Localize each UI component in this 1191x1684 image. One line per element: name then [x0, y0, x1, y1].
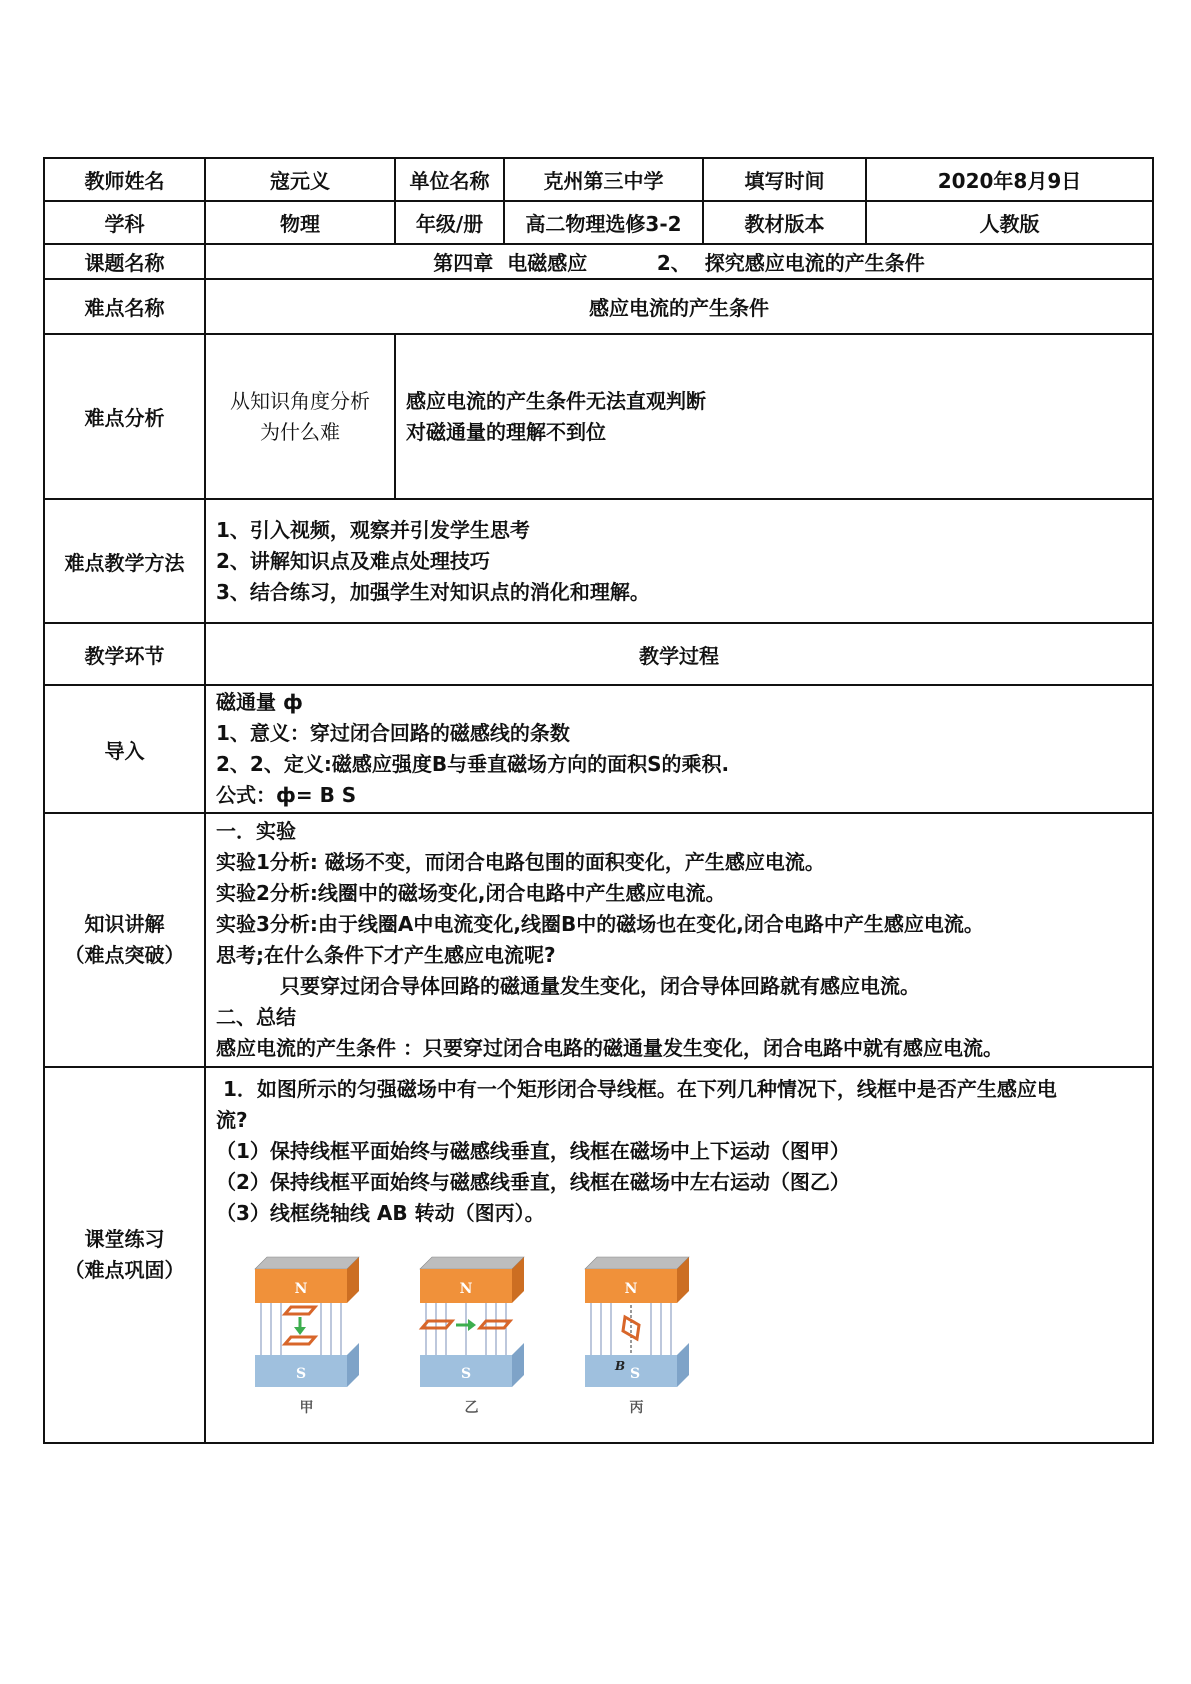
unit-label: 单位名称 [395, 158, 504, 201]
row-topic [44, 244, 1153, 279]
option-1: （1）保持线框平面始终与磁感线垂直，线框在磁场中上下运动（图甲） [216, 1139, 850, 1163]
magnet-figure-jia [247, 1255, 367, 1390]
edition-value: 人教版 [866, 201, 1153, 244]
methods-label: 难点教学方法 [44, 499, 205, 623]
axis-label-b: B [614, 1359, 625, 1373]
practice-label-2: （难点巩固） [64, 1258, 185, 1282]
row-practice [44, 1067, 1153, 1443]
figure-caption-jia: 甲 [299, 1400, 314, 1416]
knowledge-label-2: （难点突破） [64, 943, 185, 967]
method-line-3: 3、结合练习，加强学生对知识点的消化和理解。 [216, 579, 650, 604]
practice-content [205, 1067, 1153, 1443]
figure-caption-bing: 丙 [629, 1400, 644, 1416]
knowledge-label [44, 813, 205, 1067]
knowledge-label-1: 知识讲解 [84, 912, 165, 936]
grade-label: 年级/册 [395, 201, 504, 244]
analysis-sub-label-1: 从知识角度分析 [230, 388, 370, 413]
analysis-sub-label [205, 334, 395, 499]
row-intro [44, 685, 1153, 813]
south-pole-label: S [629, 1366, 640, 1382]
subject-label: 学科 [44, 201, 205, 244]
analysis-sub-label-2: 为什么难 [260, 419, 340, 444]
grade-value: 高二物理选修3-2 [504, 201, 703, 244]
row-subject [44, 201, 1153, 244]
row-methods [44, 499, 1153, 623]
topic-label: 课题名称 [44, 244, 205, 279]
intro-line-2: 1、意义：穿过闭合回路的磁感线的条数 [216, 721, 570, 745]
analysis-line-2: 对磁通量的理解不到位 [406, 419, 606, 444]
figure-bing [554, 1255, 719, 1417]
north-pole-label: N [294, 1281, 307, 1297]
south-pole-label: S [295, 1366, 306, 1382]
figure-yi [389, 1255, 554, 1417]
analysis-content [395, 334, 1153, 499]
figure-caption-yi: 乙 [464, 1400, 479, 1416]
question-1-line-b: 流? [216, 1108, 248, 1132]
question-1-line-a: 1．如图所示的匀强磁场中有一个矩形闭合导线框。在下列几种情况下，线框中是否产生感应电 [216, 1077, 1057, 1101]
intro-line-3: 2、2、定义:磁感应强度B与垂直磁场方向的面积S的乘积. [216, 752, 730, 776]
experiment-1: 实验1分析: 磁场不变，而闭合电路包围的面积变化，产生感应电流。 [216, 850, 825, 874]
option-3: （3）线框绕轴线 AB 转动（图丙）。 [216, 1201, 545, 1225]
methods-content [205, 499, 1153, 623]
figures [224, 1255, 1142, 1417]
experiment-3: 实验3分析:由于线圈A中电流变化,线圈B中的磁场也在变化,闭合电路中产生感应电流。 [216, 912, 984, 936]
process-value: 教学过程 [205, 623, 1153, 685]
option-2: （2）保持线框平面始终与磁感线垂直，线框在磁场中左右运动（图乙） [216, 1170, 850, 1194]
think-answer: 只要穿过闭合导体回路的磁通量发生变化，闭合导体回路就有感应电流。 [280, 974, 920, 998]
experiment-2: 实验2分析:线圈中的磁场变化,闭合电路中产生感应电流。 [216, 881, 726, 905]
row-difficulty [44, 279, 1153, 334]
knowledge-heading-1: 一．实验 [216, 819, 296, 843]
teacher-name: 寇元义 [205, 158, 395, 201]
difficulty-label: 难点名称 [44, 279, 205, 334]
knowledge-heading-2: 二、总结 [216, 1005, 296, 1029]
knowledge-content [205, 813, 1153, 1067]
edition-label: 教材版本 [703, 201, 866, 244]
axis-label-a: A [640, 1306, 650, 1320]
intro-line-4: 公式：ф= B S [216, 783, 357, 807]
south-pole-label: S [460, 1366, 471, 1382]
difficulty-value: 感应电流的产生条件 [205, 279, 1153, 334]
figure-jia [224, 1255, 389, 1417]
think-question: 思考;在什么条件下才产生感应电流呢? [216, 943, 556, 967]
process-label: 教学环节 [44, 623, 205, 685]
north-pole-label: N [624, 1281, 637, 1297]
unit-name: 克州第三中学 [504, 158, 703, 201]
lesson-plan-table [43, 157, 1154, 1444]
intro-content [205, 685, 1153, 813]
method-line-1: 1、引入视频，观察并引发学生思考 [216, 517, 530, 542]
intro-line-1: 磁通量 ф [216, 690, 303, 714]
teacher-label: 教师姓名 [44, 158, 205, 201]
magnet-figure-yi [412, 1255, 532, 1390]
magnet-figure-bing [577, 1255, 697, 1390]
analysis-label: 难点分析 [44, 334, 205, 499]
summary: 感应电流的产生条件 ：只要穿过闭合电路的磁通量发生变化，闭合电路中就有感应电流。 [216, 1036, 1003, 1060]
row-process-header [44, 623, 1153, 685]
analysis-line-1: 感应电流的产生条件无法直观判断 [406, 388, 706, 413]
row-analysis [44, 334, 1153, 499]
subject-value: 物理 [205, 201, 395, 244]
fill-date: 2020年8月9日 [866, 158, 1153, 201]
row-knowledge [44, 813, 1153, 1067]
practice-label [44, 1067, 205, 1443]
north-pole-label: N [459, 1281, 472, 1297]
practice-label-1: 课堂练习 [84, 1227, 165, 1251]
method-line-2: 2、讲解知识点及难点处理技巧 [216, 548, 490, 573]
date-label: 填写时间 [703, 158, 866, 201]
row-teacher [44, 158, 1153, 201]
topic-value: 第四章 电磁感应 2、 探究感应电流的产生条件 [205, 244, 1153, 279]
intro-label: 导入 [44, 685, 205, 813]
